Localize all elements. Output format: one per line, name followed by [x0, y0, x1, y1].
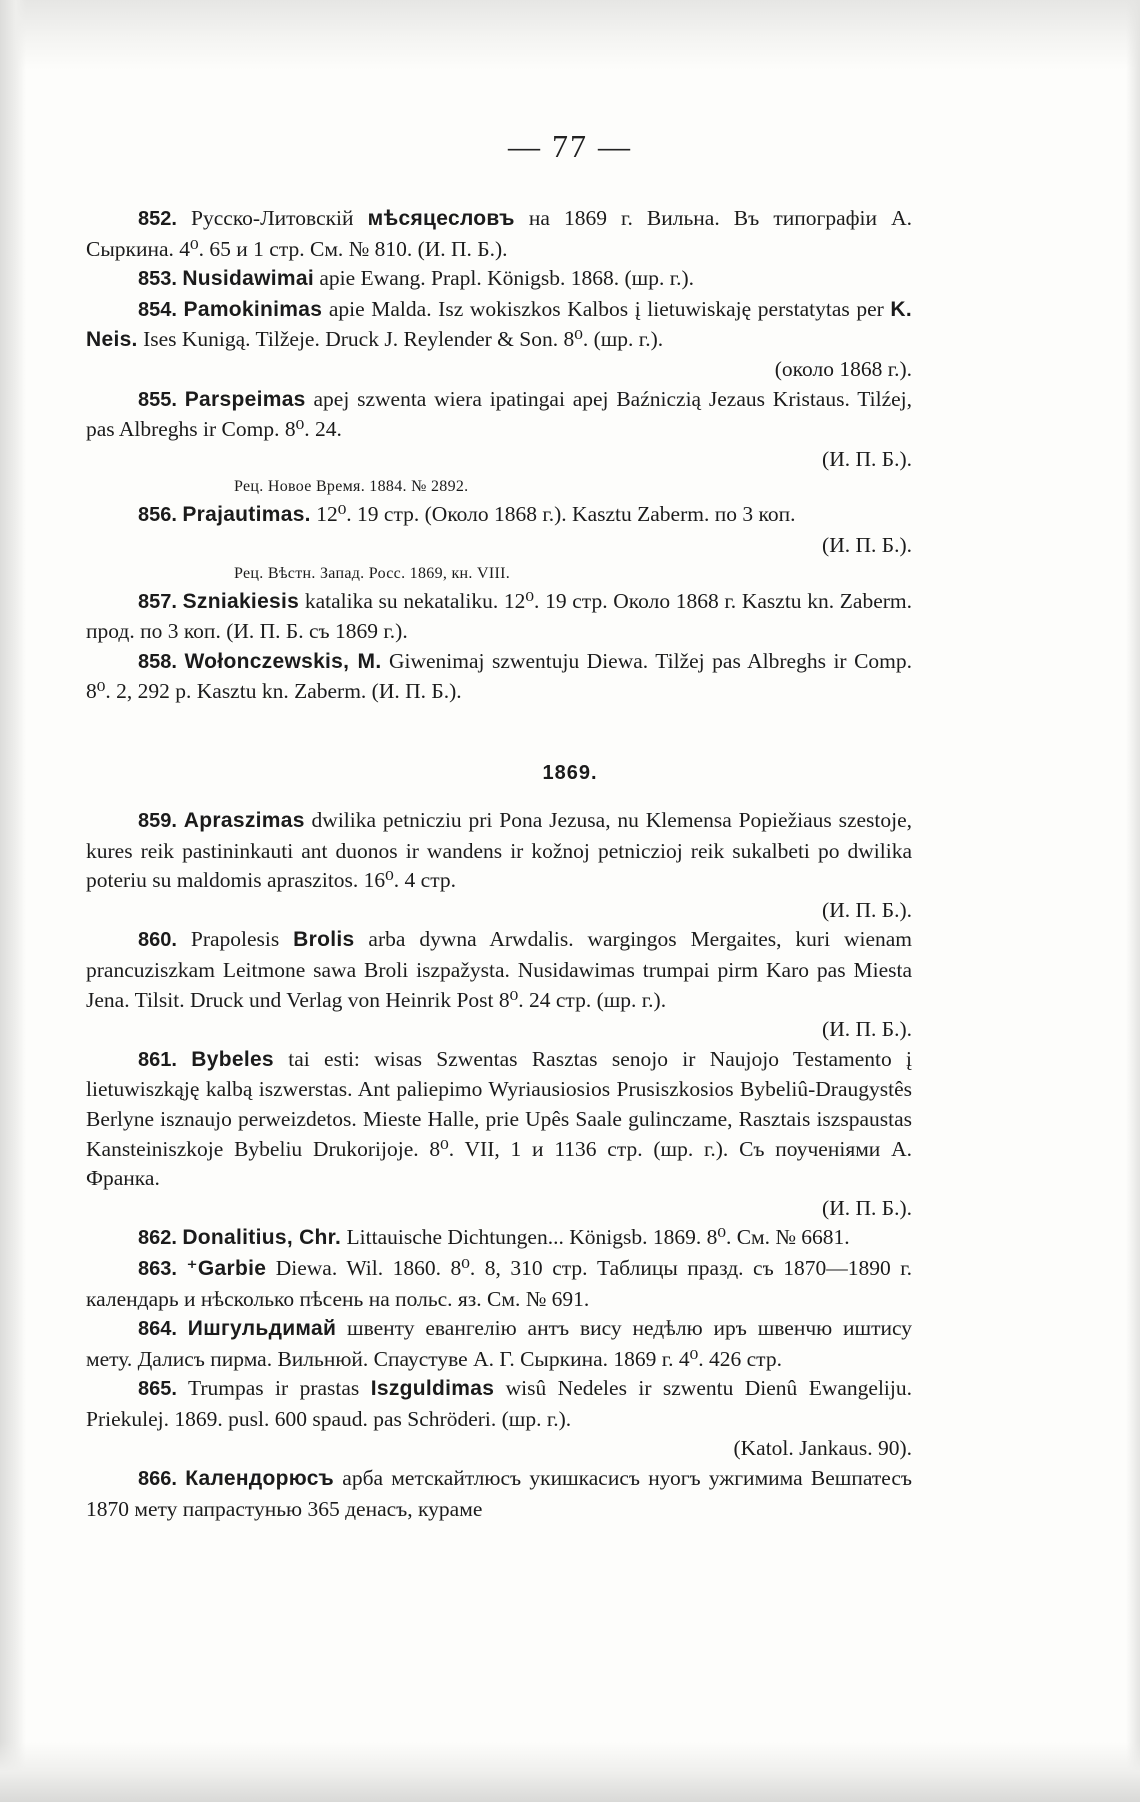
- entry-866: [86, 1464, 912, 1524]
- entry-number: 859.: [138, 810, 177, 832]
- entry-headword: мѣсяцесловъ: [367, 207, 515, 230]
- entry-859: [86, 806, 912, 896]
- entry-headword: Pamokinimas: [183, 297, 323, 321]
- entry-number: 861.: [138, 1048, 177, 1071]
- entry-text: арба метскайтлюсъ укишкасисъ нуогъ ужгимима Вешпатесъ 1870 мету папрастунью 365 денасъ, кураме: [86, 1466, 912, 1521]
- entry-headword: Szniakiesis: [182, 589, 300, 613]
- entries-block-1868: [86, 204, 912, 707]
- entry-text: wisû Nedeles ir szwentu Dienû Ewangeliju. Priekulej. 1869. pusl. 600 spaud. pas Schröderi. (шр. г.).: [86, 1376, 913, 1431]
- entry-number: 853.: [138, 268, 177, 291]
- entry-number: 858.: [138, 650, 177, 673]
- entry-number: 856.: [138, 504, 177, 527]
- entry-862: [86, 1223, 912, 1254]
- entry-author: K. Neis.: [86, 297, 913, 352]
- entry-text: katalika su nekataliku. 12⁰. 19 стр. Около 1868 г. Kasztu kn. Zaberm. прод. по 3 коп. (И. П. Б. съ 1869 г.).: [86, 588, 912, 644]
- entries-block-1869: [86, 806, 912, 1524]
- entry-text: Littauische Dichtungen... Königsb. 1869. 8⁰. См. № 6681.: [346, 1225, 850, 1250]
- entry-headword: ⁺Garbie: [186, 1256, 267, 1280]
- entry-text: arba dywna Arwdalis. wargingos Mergaites, kuri wienam prancuziszkam Leitmone sawa Broli iszpažysta. Nusidawimas trumpai pirm Karo pas Miesta Jena. Tilsit. Druck und Verlag von Heinrik Post 8⁰. 24 стр. (шр. г.).: [86, 927, 913, 1012]
- entry-855-review: Рец. Новое Время. 1884. № 2892.: [234, 478, 469, 496]
- entry-text: 12⁰. 19 стр. (Около 1868 г.). Kasztu Zaberm. по 3 коп.: [316, 502, 796, 527]
- entry-number: 864.: [138, 1318, 177, 1341]
- entry-856: [86, 500, 912, 531]
- entry-865-source: (Katol. Jankaus. 90).: [733, 1436, 912, 1461]
- entry-headword: Parspeimas: [184, 387, 306, 411]
- entry-855-source: (И. П. Б.).: [822, 446, 912, 471]
- entry-number: 857.: [138, 590, 177, 613]
- entry-861: [86, 1045, 912, 1194]
- entry-854: [86, 295, 912, 355]
- entry-number: 860.: [138, 929, 177, 952]
- entry-860: [86, 925, 912, 1015]
- entry-text-continued: Ises Kunigą. Tilžeje. Druck J. Reylender & Son. 8⁰. (шр. г.).: [143, 327, 664, 352]
- scan-edge-right: [1126, 0, 1140, 1802]
- entry-number: 865.: [138, 1378, 177, 1401]
- entry-text: Diewa. Wil. 1860. 8⁰. 8, 310 стр. Таблицы празд. съ 1870—1890 г. календарь и нѣсколько пѣсень на польс. яз. См. № 691.: [86, 1255, 913, 1311]
- entry-text: apie Malda. Isz wokiszkos Kalbos į lietuwiskaję perstatytas per: [328, 296, 884, 321]
- entry-text: швенту евангелію антъ вису недѣлю иръ швенчю иштису мету. Далисъ пирма. Вильнюй. Спаустуве А. Г. Сыркина. 1869 г. 4⁰. 426 стр.: [86, 1316, 913, 1371]
- entry-text: на 1869 г. Вильна. Въ типографіи А. Сыркина. 4⁰. 65 и 1 стр. См. № 810. (И. П. Б.).: [86, 206, 913, 261]
- year-heading: 1869.: [542, 762, 598, 784]
- entry-number: 863.: [138, 1257, 177, 1280]
- entry-text: apej szwenta wiera ipatingai apej Baźniczią Jezaus Kristaus. Tilźej, pas Albreghs ir Comp. 8⁰. 24.: [86, 386, 913, 442]
- entry-headword: Iszguldimas: [370, 1377, 495, 1401]
- entry-number: 855.: [138, 388, 177, 411]
- scan-edge-left: [0, 0, 26, 1802]
- entry-text: tai esti: wisas Szwentas Rasztas senojo ir Naujojo Testamento į lietuwiszkąję kalbą iszwerstas. Ant paliepimo Wyriausiosios Prusiszkosios Bybeliû-Draugystês Berlyne isznaujo perweizdetos. Mieste Halle, prie Upês Saale gulinczame, Rasztais iszspaustas Kansteiniszkoje Bybeliu Drukorijoje. 8⁰. VII, 1 и 1136 стр. (шр. г.). Съ поученіями А. Франка.: [86, 1046, 913, 1191]
- entry-headword: Bybeles: [191, 1047, 274, 1071]
- entry-text: Giwenimaj szwentuju Diewa. Tilžej pas Albreghs ir Comp. 8⁰. 2, 292 р. Kasztu kn. Zaberm. (И. П. Б.).: [86, 648, 913, 704]
- entry-headword: Nusidawimai: [182, 267, 314, 291]
- scan-edge-top: [0, 0, 1140, 70]
- entry-855: [86, 385, 912, 445]
- entry-863: [86, 1254, 912, 1314]
- entry-858: [86, 647, 912, 707]
- entry-856-source: (И. П. Б.).: [822, 532, 912, 557]
- entry-headword: Ишгульдимай: [187, 1317, 337, 1341]
- page-number: — 77 —: [508, 128, 632, 164]
- entry-852: [86, 204, 912, 264]
- entry-864: [86, 1314, 912, 1374]
- entry-865: [86, 1374, 912, 1434]
- entry-headword: Donalitius, Chr.: [182, 1226, 342, 1250]
- entry-prefix: Русско-Литовскій: [191, 206, 354, 230]
- entry-text: apie Ewang. Prapl. Königsb. 1868. (шр. г.).: [319, 266, 695, 291]
- scan-edge-bottom: [0, 1742, 1140, 1802]
- entry-number: 854.: [138, 298, 177, 321]
- entry-857: [86, 587, 912, 647]
- entry-854-date: (около 1868 г.).: [774, 356, 912, 381]
- entry-861-source: (И. П. Б.).: [822, 1195, 912, 1220]
- entry-856-review: Рец. Вѣстн. Запад. Росс. 1869, кн. VIII.: [234, 564, 511, 582]
- entry-headword: Brolis: [293, 928, 355, 952]
- entry-prefix: Prapolesis: [190, 927, 280, 952]
- entry-860-source: (И. П. Б.).: [822, 1017, 912, 1042]
- entry-number: 862.: [138, 1227, 177, 1250]
- entry-text: dwilika petnicziu pri Pona Jezusa, nu Klemensa Popiežiaus szestoje, kures reik pastininkauti ant duonos ir wandens ir kožnoj petniczioj reik sukalbeti po dwilika poteriu su maldomis apraszitos. 16⁰. 4 стр.: [86, 808, 913, 893]
- entry-number: 866.: [138, 1468, 177, 1491]
- entry-853: [86, 264, 912, 295]
- entry-prefix: Trumpas ir prastas: [187, 1376, 360, 1401]
- entry-headword: Календорюсъ: [185, 1467, 335, 1491]
- entry-859-source: (И. П. Б.).: [822, 897, 912, 922]
- entry-headword: Apraszimas: [183, 809, 305, 832]
- entry-headword: Prajautimas.: [182, 503, 311, 527]
- entry-number: 852.: [138, 208, 177, 230]
- entry-headword: Wołonczewskis, M.: [184, 649, 382, 673]
